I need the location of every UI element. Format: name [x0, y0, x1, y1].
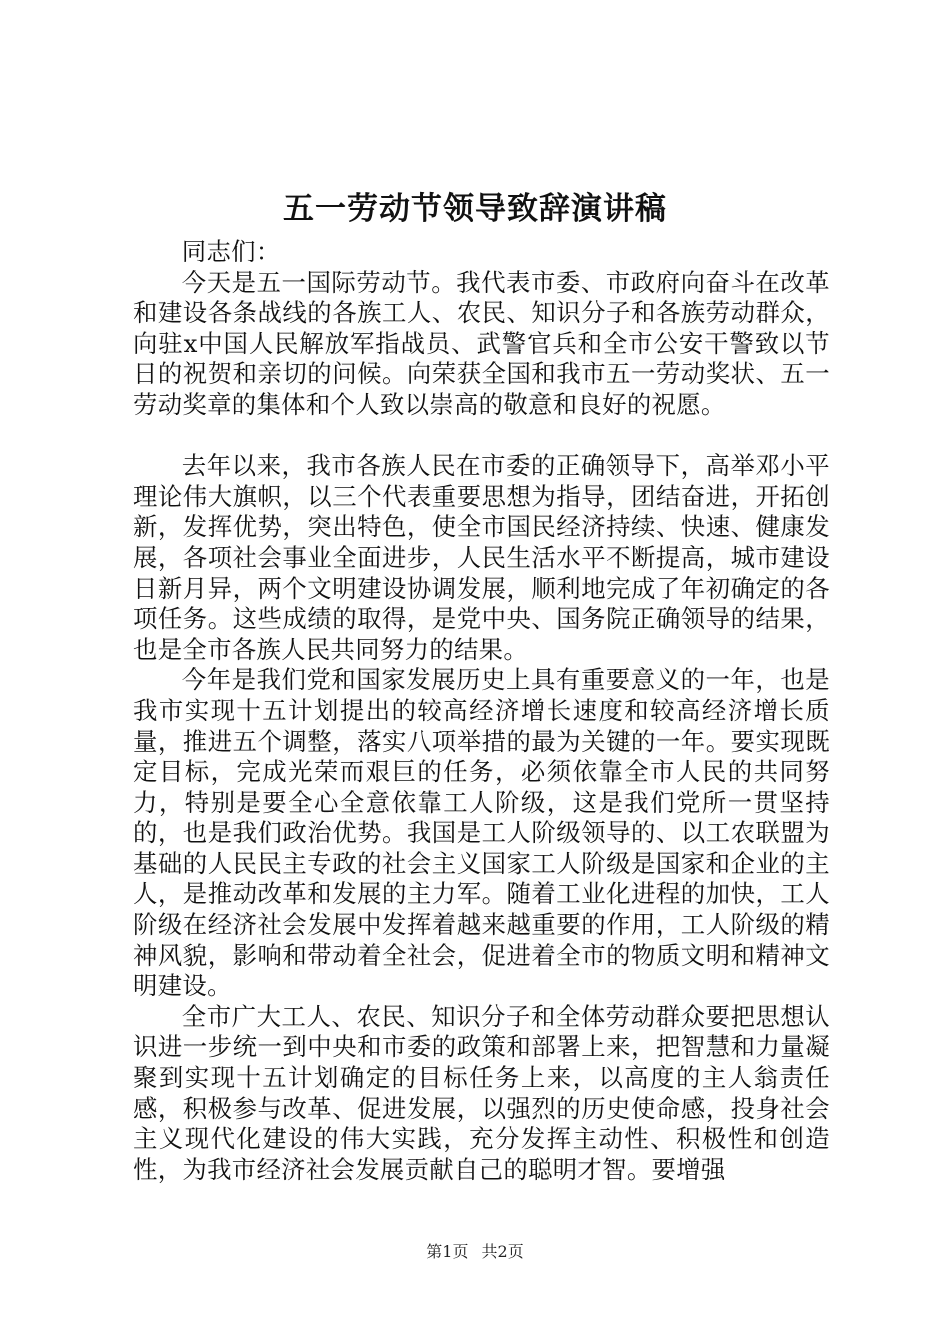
paragraph-1: 今天是五一国际劳动节。我代表市委、市政府向奋斗在改革和建设各条战线的各族工人、农民、知识分子和各族劳动群众，向驻x中国人民解放军指战员、武警官兵和全市公安干警致以节日的祝贺和亲切的问候。向荣获全国和我市五一劳动奖状、五一劳动奖章的集体和个人致以崇高的敬意和良好的祝愿。 — [133, 267, 830, 419]
paragraph-4: 全市广大工人、农民、知识分子和全体劳动群众要把思想认识进一步统一到中央和市委的政策和部署上来，把智慧和力量凝聚到实现十五计划确定的目标任务上来，以高度的主人翁责任感，积极参与改革、促进发展，以强烈的历史使命感，投身社会主义现代化建设的伟大实践，充分发挥主动性、积极性和创造性，为我市经济社会发展贡献自己的聪明才智。要增强 — [133, 1001, 830, 1184]
paragraph-2: 去年以来，我市各族人民在市委的正确领导下，高举邓小平理论伟大旗帜，以三个代表重要思想为指导，团结奋进，开拓创新，发挥优势，突出特色，使全市国民经济持续、快速、健康发展，各项社会事业全面进步，人民生活水平不断提高，城市建设日新月异，两个文明建设协调发展，顺利地完成了年初确定的各项任务。这些成绩的取得，是党中央、国务院正确领导的结果，也是全市各族人民共同努力的结果。 — [133, 451, 830, 664]
document-body — [133, 237, 830, 1185]
page-footer — [0, 1241, 950, 1263]
page-total: 共2页 — [481, 1242, 524, 1261]
salutation: 同志们： — [181, 237, 281, 266]
document-title: 五一劳动节领导致辞演讲稿 — [283, 191, 667, 227]
page-number: 第1页 — [426, 1242, 469, 1261]
paragraph-3: 今年是我们党和国家发展历史上具有重要意义的一年，也是我市实现十五计划提出的较高经济增长速度和较高经济增长质量，推进五个调整，落实八项举措的最为关键的一年。要实现既定目标，完成光荣而艰巨的任务，必须依靠全市人民的共同努力，特别是要全心全意依靠工人阶级，这是我们党所一贯坚持的，也是我们政治优势。我国是工人阶级领导的、以工农联盟为基础的人民民主专政的社会主义国家工人阶级是国家和企业的主人，是推动改革和发展的主力军。随着工业化进程的加快，工人阶级在经济社会发展中发挥着越来越重要的作用，工人阶级的精神风貌，影响和带动着全社会，促进着全市的物质文明和精神文明建设。 — [133, 665, 830, 1001]
